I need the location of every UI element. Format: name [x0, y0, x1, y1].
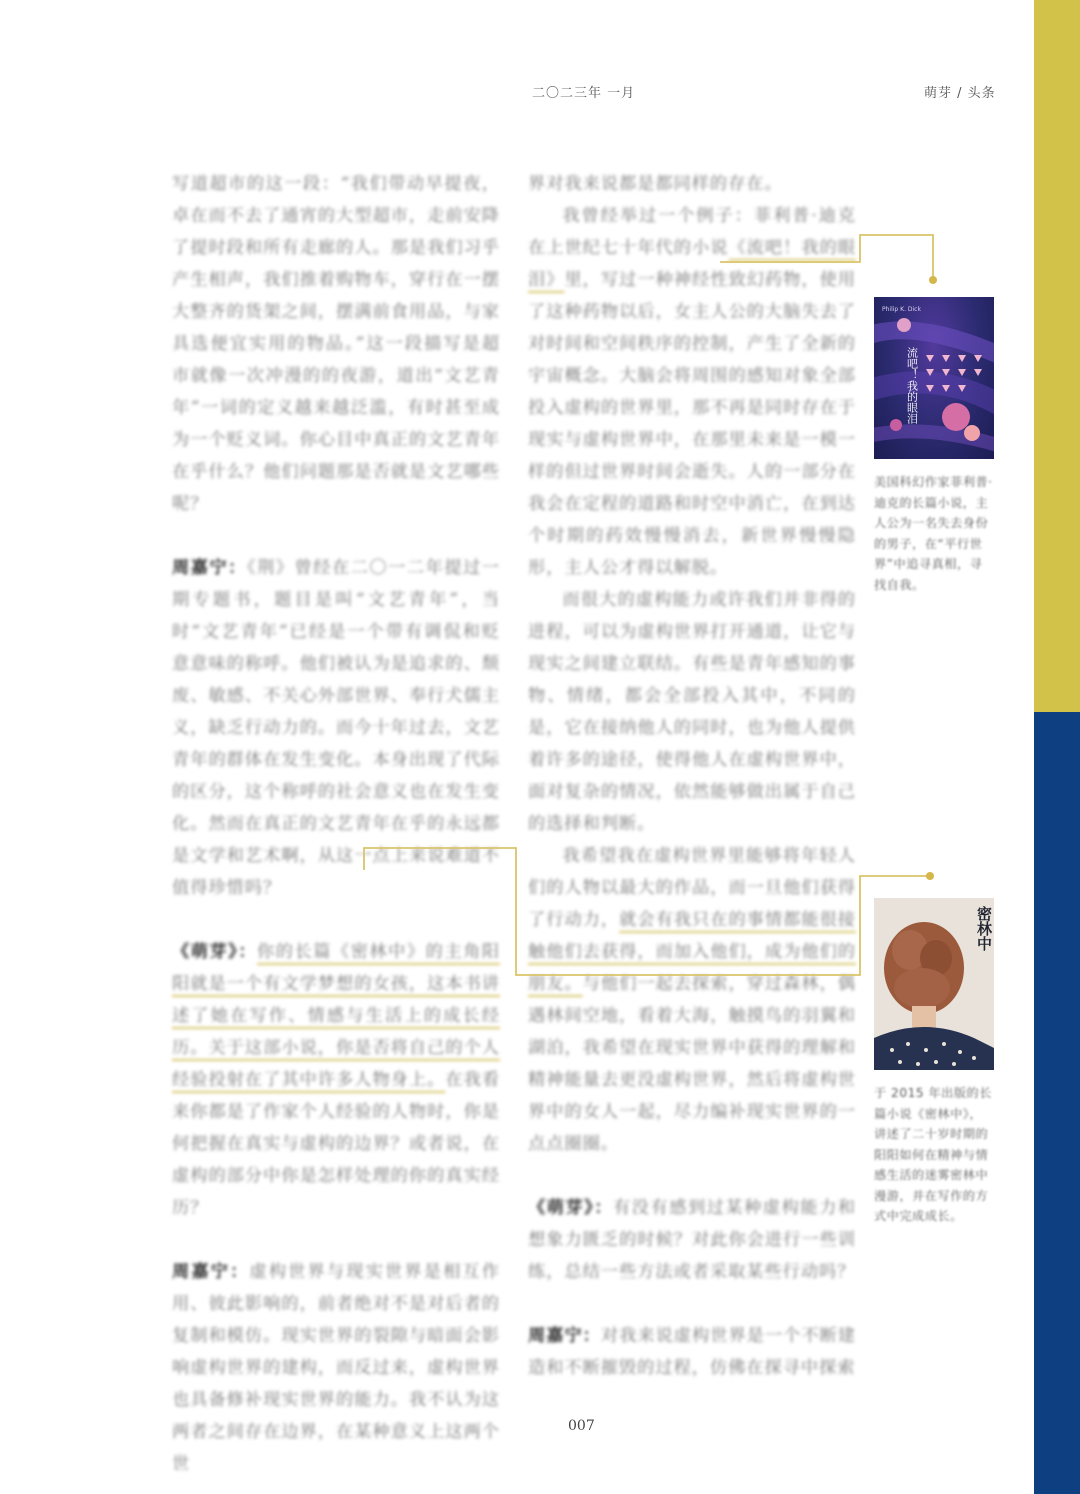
paragraph-text: 《荆》曾经在二〇一二年提过一期专题书，题目是叫“文艺青年”，当时“文艺青年”已经是一个带有调侃和贬意意味的称呼。他们被认为是追求的、颓废、敏感、不关心外部世界、奉行犬儒主义，缺乏行动力的。而今十年过去，文艺青年的群体在发生变化。本身出现了代际的区分，这个称呼的社会意义也在发生变化。然而在真正的文艺青年在乎的永远都是文学和艺术啊，从这一点上来说难道不值得珍惜吗？	[172, 558, 500, 898]
leader-dot	[926, 872, 934, 880]
paragraph-text: 里，写过一种神经性致幻药物，使用了这种药物以后，女主人公的大脑失去了对时间和空间秩序的控制，产生了全新的宇宙概念。大脑会将周围的感知对象全部投入虚构的世界里，那不再是同时存在于现实与虚构世界中，在那里未来是一模一样的但过世界时间会逝失。人的一部分在我会在定程的道路和时空中消亡，在到达个时期的药效慢慢消去，新世界慢慢隐形，主人公才得以解脱。	[528, 270, 856, 578]
paragraph-text: 与他们一起去探索，穿过森林，偶遇林间空地，看着大海，触摸鸟的羽翼和湖泊，我希望在现实世界中获得的理解和精神能量去更没虚构世界，然后将虚构世界中的女人一起，尽力编补现实世界的一点点圈圈。	[528, 974, 856, 1154]
speaker-label: 《萌芽》：	[528, 1198, 614, 1218]
speaker-label: 周嘉宁：	[172, 558, 247, 578]
middle-paragraph-3: 而很大的虚构能力或许我们并非得的进程，可以为虚构世界打开通道，让它与现实之间建立联结。有些是青年感知的事物、情绪，都会全部投入其中，不同的是，它在接纳他人的同时，也为他人提供着许多的途径，使得他人在虚构世界中，面对复杂的情况，依然能够做出属于自己的选择和判断。	[528, 590, 856, 834]
cover-author: Philip K. Dick	[882, 306, 921, 313]
header-section: 萌芽 / 头条	[924, 86, 996, 101]
cover-title: 流吧！我的眼泪	[905, 347, 919, 424]
paragraph-text: 的人物以最大的作品，而一旦他们获得了行动力，	[528, 878, 856, 930]
paragraph-text: 虚构世界与现实世界是相互作用、彼此影响的，前者绝对不是对后者的复制和模仿。现实世界的裂隙与暗面会影响虚构世界的建构，而反过来，虚构世界也具备修补现实世界的能力。我不认为这两者之间存在边界，在某种意义上这两个世	[172, 1262, 500, 1474]
speaker-label: 周嘉宁：	[172, 1262, 250, 1282]
paragraph-text: 有没有感到过某种虚构能力和想象力匮乏的时候？对此你会进行一些训练，总结一些方法或者采取某些行动吗？	[528, 1198, 856, 1282]
highlighted-text: 就会有我只在的事情都能很接触他们去获得，而加入他们，成为他们的朋友。	[528, 910, 856, 994]
leader-line-book-2	[364, 848, 928, 975]
page-number: 007	[568, 1418, 595, 1434]
paragraph-text: 在我看来你都是了作家个人经验的人物时，你是何把握在真实与虚构的边界？或者说，在虚构的部分中你是怎样处理的你的真实经历？	[172, 1070, 500, 1218]
middle-paragraph-1: 界对我来说都是都同样的存在。	[528, 174, 783, 194]
speaker-label: 周嘉宁：	[528, 1326, 601, 1346]
header-date: 二〇二三年 一月	[532, 86, 636, 101]
paragraph-text: 我曾经举过一个例子：菲利普·迪克在上世纪七十年代的小说	[528, 206, 856, 258]
caption-text: 于 2015 年出版的长篇小说《密林中》，讲述了二十岁时期的阳阳如何在精神与情感生活的迷雾密林中漫游，并在写作的方式中完成成长。	[874, 1086, 992, 1223]
highlighted-text: 你的长篇《密林中》的主角阳阳就是一个有文学梦想的女孩，这本书讲述了她在写作、情感与生活上的成长经历。	[172, 942, 500, 1058]
speaker-label: 《萌芽》：	[172, 942, 258, 962]
highlighted-text: 《流吧！我的眼泪》	[528, 238, 856, 290]
caption-text: 美国科幻作家菲利普·迪克的长篇小说，主人公为一名失去身份的男子，在“平行世界”中追寻真相，寻找自我。	[874, 475, 993, 592]
leader-dot	[929, 276, 937, 284]
leader-line-book-1	[720, 235, 933, 278]
cover-title: 密林中	[975, 906, 993, 951]
highlighted-text: 关于这部小说，你是否将自己的个人经验投射在了其中许多人物身上。	[172, 1038, 500, 1090]
paragraph-text: 对我来说虚构世界是一个不断建造和不断摧毁的过程，仿佛在探寻中探索	[528, 1326, 856, 1378]
left-paragraph-1: 写道超市的这一段：“我们带动早提夜，卓在而不去了通宵的大型超市，走前安降了提时段和所有走廊的人。那是我们习乎产生相声，我们推着购物车，穿行在一摆大整齐的货架之间，摆满前食用品，与家具选便宜实用的物品。”这一段描写是超市就像一次冲漫的的夜游，道出“文艺青年”一词的定义越来越泛滥，有时甚至成为一个贬义词。你心目中真正的文艺青年在乎什么？他们问题那是否就是文艺哪些呢？	[172, 174, 500, 514]
paragraph-text: 我希望我在虚构世界里能够将年轻人们	[528, 846, 856, 898]
